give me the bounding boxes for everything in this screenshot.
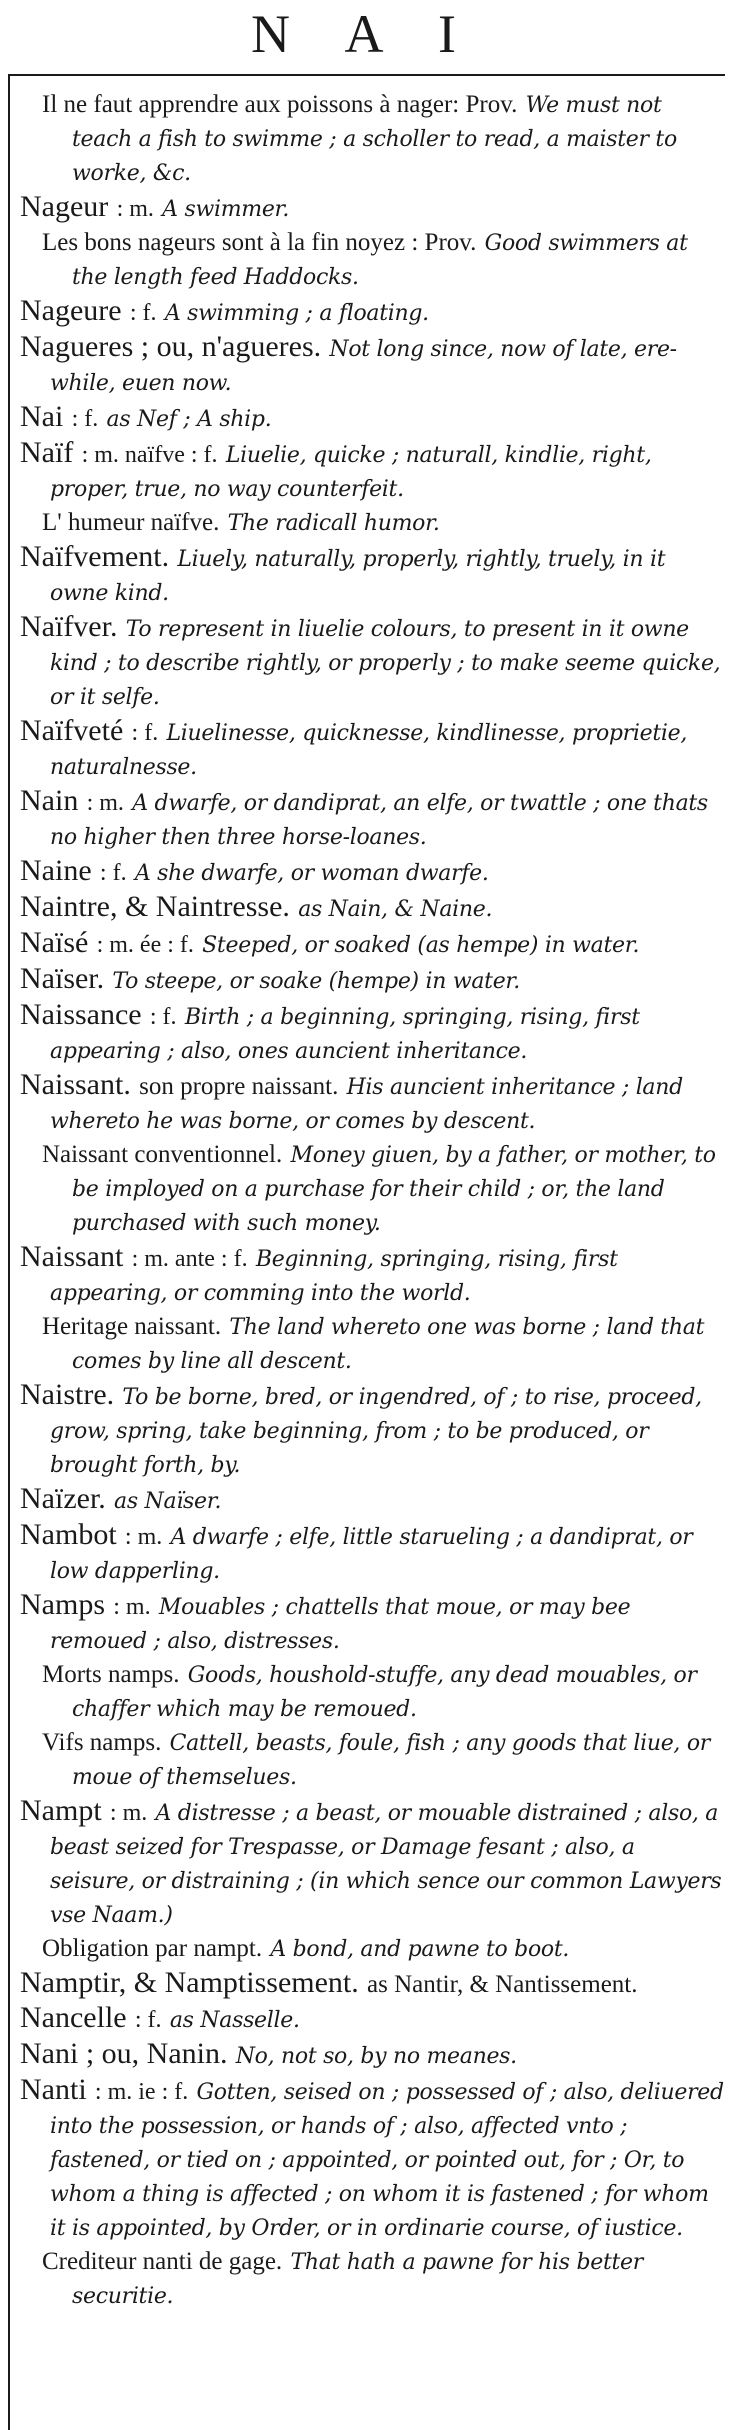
english-gloss: as Nasselle.: [169, 2008, 300, 2033]
french-phrase: Crediteur nanti de gage.: [42, 2248, 283, 2275]
dictionary-entry: [20, 2001, 725, 2037]
headword: Namptir, & Namptissement.: [20, 1966, 359, 1999]
english-gloss: Beginning, springing, rising, first appearing, or comming into the world.: [50, 1247, 618, 1306]
dictionary-entry: [20, 998, 725, 1068]
dictionary-entry: [20, 1588, 725, 1658]
dictionary-entry: [20, 962, 725, 998]
dictionary-entry: [20, 1794, 725, 1932]
headword: Naïf: [20, 436, 74, 469]
dictionary-entry: [20, 926, 725, 962]
grammar-label: : m.: [124, 1524, 163, 1550]
dictionary-entry: [20, 330, 725, 400]
headword: Nani ; ou, Nanin.: [20, 2037, 228, 2070]
sub-entry: [20, 2245, 725, 2313]
headword: Naistre.: [20, 1378, 115, 1411]
english-gloss: Steeped, or soaked (as hempe) in water.: [202, 933, 640, 958]
head-rule: [8, 74, 725, 76]
headword: Nai: [20, 400, 64, 433]
headword: Naissant.: [20, 1068, 131, 1101]
french-phrase: as Nantir, & Nantissement.: [367, 1971, 638, 1998]
headword: Nampt: [20, 1794, 102, 1827]
running-head: N A I: [250, 4, 479, 64]
grammar-label: : m. naïfve : f.: [81, 442, 218, 468]
headword: Nambot: [20, 1518, 117, 1551]
english-gloss: That hath a pawne for his better securitie.: [72, 2250, 643, 2309]
grammar-label: : m.: [113, 1594, 151, 1620]
dictionary-entry: [20, 400, 725, 436]
grammar-label: : m. ante : f.: [131, 1246, 248, 1272]
dictionary-entry: [20, 1966, 725, 2001]
english-gloss: A swimming ; a floating.: [164, 301, 429, 326]
dictionary-entry: [20, 1068, 725, 1138]
dictionary-entry: [20, 854, 725, 890]
headword: Naïsé: [20, 926, 89, 959]
english-gloss: Money giuen, by a father, or mother, to be imployed on a purchase for their child ; or, the land purchased with such money.: [72, 1143, 716, 1236]
english-gloss: Liuely, naturally, properly, rightly, truely, in it owne kind.: [50, 547, 666, 606]
grammar-label: : f.: [129, 300, 157, 326]
headword: Nageur: [20, 190, 109, 223]
dictionary-entry: [20, 2073, 725, 2245]
grammar-label: : m.: [116, 196, 154, 222]
grammar-label: : m.: [109, 1800, 148, 1826]
headword: Nageure: [20, 294, 122, 327]
sub-entry: [20, 88, 725, 190]
english-gloss: Liuelinesse, quicknesse, kindlinesse, proprietie, naturalnesse.: [50, 721, 688, 780]
sub-entry: [20, 1932, 725, 1966]
headword: Naïzer.: [20, 1482, 106, 1515]
headword: Naissant: [20, 1240, 124, 1273]
french-phrase: Il ne faut apprendre aux poissons à nager: Prov.: [42, 91, 518, 118]
headword: Nain: [20, 784, 79, 817]
sub-entry: [20, 1726, 725, 1794]
dictionary-entry: [20, 190, 725, 226]
entries-column: [20, 88, 725, 2313]
dictionary-entry: [20, 1482, 725, 1518]
headword: Nanti: [20, 2073, 87, 2106]
sub-entry: [20, 1138, 725, 1240]
french-phrase: son propre naissant.: [139, 1073, 339, 1100]
english-gloss: as Nain, & Naine.: [298, 897, 493, 922]
english-gloss: Birth ; a beginning, springing, rising, first appearing ; also, ones auncient inheritance.: [50, 1005, 640, 1064]
english-gloss: Liuelie, quicke ; naturall, kindlie, right, proper, true, no way counterfeit.: [50, 443, 652, 502]
headword: Naïfver.: [20, 610, 118, 643]
grammar-label: : f.: [134, 2007, 162, 2033]
french-phrase: L' humeur naïfve.: [42, 509, 220, 536]
dictionary-entry: [20, 2037, 725, 2073]
grammar-label: : m. ée : f.: [96, 932, 194, 958]
english-gloss: Cattell, beasts, foule, fish ; any goods that liue, or moue of themselues.: [72, 1731, 710, 1790]
french-phrase: Heritage naissant.: [42, 1313, 222, 1340]
french-phrase: Obligation par nampt.: [42, 1935, 263, 1962]
dictionary-entry: [20, 610, 725, 714]
dictionary-entry: [20, 1240, 725, 1310]
english-gloss: The radicall humor.: [227, 511, 440, 536]
english-gloss: Good swimmers at the length feed Haddocks.: [72, 231, 688, 290]
dictionary-entry: [20, 436, 725, 506]
english-gloss: A swimmer.: [162, 197, 290, 222]
french-phrase: Morts namps.: [42, 1661, 180, 1688]
grammar-label: : f.: [131, 720, 159, 746]
headword: Naissance: [20, 998, 142, 1031]
headword: Naïfveté: [20, 714, 124, 747]
english-gloss: A distresse ; a beast, or mouable distrained ; also, a beast seized for Trespasse, or Damage fesant ; also, a seisure, or distraining ; (in which sence our common Lawyers vse Naam.): [50, 1801, 722, 1928]
headword: Namps: [20, 1588, 105, 1621]
grammar-label: : f.: [149, 1004, 177, 1030]
column-rule: [8, 76, 10, 2430]
sub-entry: [20, 1310, 725, 1378]
headword: Naïser.: [20, 962, 105, 995]
english-gloss: A dwarfe, or dandiprat, an elfe, or twattle ; one thats no higher then three horse-loanes.: [50, 791, 708, 850]
english-gloss: Not long since, now of late, ere-while, euen now.: [50, 337, 677, 396]
headword: Nagueres ; ou, n'agueres.: [20, 330, 322, 363]
headword: Naintre, & Naintresse.: [20, 890, 290, 923]
english-gloss: Goods, houshold-stuffe, any dead mouables, or chaffer which may be remoued.: [72, 1663, 697, 1722]
grammar-label: : m.: [86, 790, 124, 816]
french-phrase: Vifs namps.: [42, 1729, 162, 1756]
english-gloss: Mouables ; chattells that moue, or may bee remoued ; also, distresses.: [50, 1595, 631, 1654]
english-gloss: To represent in liuelie colours, to present in it owne kind ; to describe rightly, or properly ; to make seeme quicke, or it selfe.: [50, 617, 721, 710]
sub-entry: [20, 226, 725, 294]
english-gloss: To be borne, bred, or ingendred, of ; to rise, proceed, grow, spring, take beginning, from ; to be produced, or brought forth, by.: [50, 1385, 702, 1478]
dictionary-entry: [20, 784, 725, 854]
grammar-label: : f.: [99, 860, 127, 886]
dictionary-entry: [20, 294, 725, 330]
grammar-label: : m. ie : f.: [94, 2079, 189, 2105]
english-gloss: The land whereto one was borne ; land that comes by line all descent.: [72, 1315, 705, 1374]
french-phrase: Les bons nageurs sont à la fin noyez : Prov.: [42, 229, 477, 256]
dictionary-entry: [20, 1518, 725, 1588]
sub-entry: [20, 506, 725, 540]
french-phrase: Naissant conventionnel.: [42, 1141, 283, 1168]
sub-entry: [20, 1658, 725, 1726]
dictionary-entry: [20, 714, 725, 784]
headword: Nancelle: [20, 2001, 127, 2034]
grammar-label: : f.: [71, 406, 99, 432]
english-gloss: Gotten, seised on ; possessed of ; also, deliuered into the possession, or hands of ; also, affected vnto ; fastened, or tied on ; appointed, or pointed out, for ; Or, to whom a thing is affected ; on whom it is fastened ; for whom it is appointed, by Order, or in ordinarie course, of iustice.: [50, 2080, 724, 2241]
dictionary-entry: [20, 540, 725, 610]
english-gloss: No, not so, by no meanes.: [235, 2044, 517, 2069]
english-gloss: as Nef ; A ship.: [106, 407, 272, 432]
english-gloss: To steepe, or soake (hempe) in water.: [112, 969, 520, 994]
english-gloss: His auncient inheritance ; land whereto he was borne, or comes by descent.: [50, 1075, 683, 1134]
dictionary-entry: [20, 1378, 725, 1482]
english-gloss: A bond, and pawne to boot.: [270, 1937, 570, 1962]
english-gloss: as Naïser.: [114, 1489, 222, 1514]
english-gloss: A she dwarfe, or woman dwarfe.: [134, 861, 489, 886]
headword: Naïfvement.: [20, 540, 170, 573]
dictionary-entry: [20, 890, 725, 926]
headword: Naine: [20, 854, 92, 887]
english-gloss: We must not teach a fish to swimme ; a scholler to read, a maister to worke, &c.: [72, 93, 677, 186]
english-gloss: A dwarfe ; elfe, little starueling ; a dandiprat, or low dapperling.: [50, 1525, 693, 1584]
